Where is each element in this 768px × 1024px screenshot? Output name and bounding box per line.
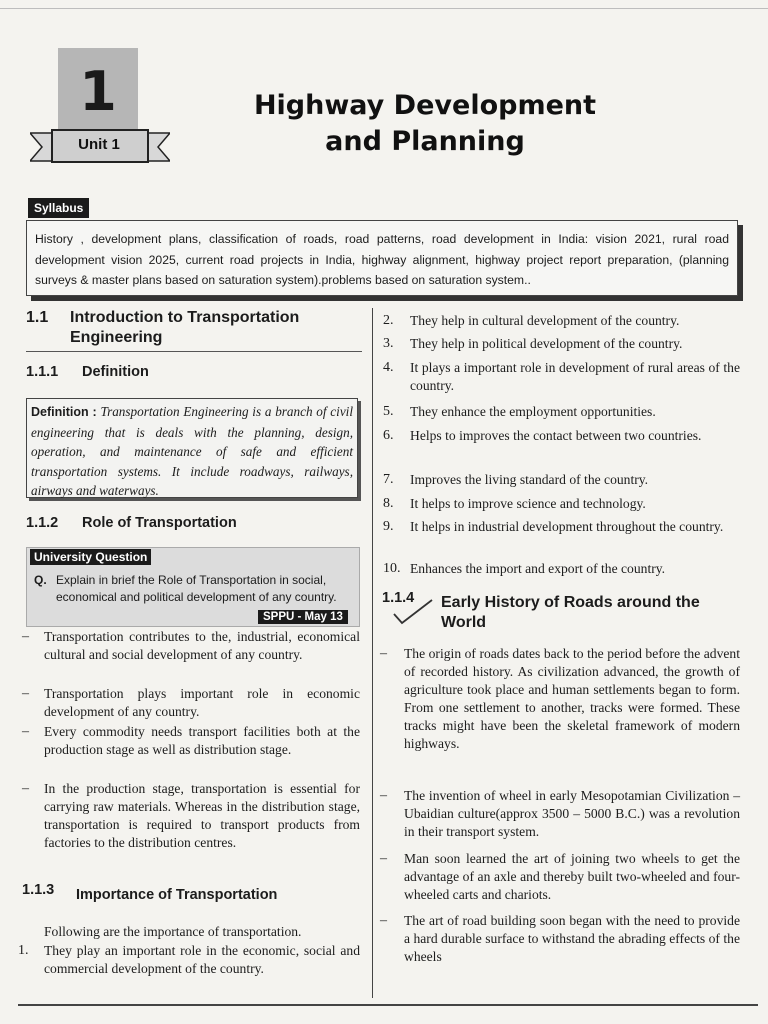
column-divider	[372, 308, 373, 998]
bullet-icon: –	[22, 629, 29, 644]
list-number: 7.	[383, 472, 394, 487]
syllabus-box	[26, 220, 738, 296]
bullet-icon: –	[380, 788, 387, 803]
question-marker: Q.	[34, 573, 47, 587]
syllabus-tab: Syllabus	[28, 198, 89, 218]
list-number: 5.	[383, 404, 394, 419]
section-1-1-title-line2: Engineering	[70, 329, 163, 346]
list-item: They help in political development of the country.	[410, 336, 683, 351]
list-number: 9.	[383, 519, 394, 534]
list-item: Improves the living standard of the country.	[410, 472, 649, 487]
section-1-1-number: 1.1	[26, 309, 49, 326]
list-item: It helps to improve science and technology.	[410, 496, 646, 511]
definition-box	[26, 398, 358, 498]
syllabus-text: History , development plans, classification of roads, road patterns, road development in India: vision 2021, rural road development vision 2025, current road projects in India, highway alignment, highway project report preparation, (planning surveys & master plans based on saturation system).problems based on saturation system..	[35, 232, 729, 287]
section-1-1-4-title-line2: World	[441, 614, 487, 631]
list-item: They enhance the employment opportunities.	[410, 404, 656, 419]
history-point: The art of road building soon began with the need to provide a hard durable surface to withstand the abrading effects of the wheels	[404, 913, 740, 964]
chapter-title-line2: and Planning	[325, 126, 525, 157]
importance-intro: Following are the importance of transportation.	[44, 924, 302, 939]
bullet-icon: –	[380, 851, 387, 866]
section-1-1-heading	[70, 308, 360, 348]
checkmark-icon	[392, 596, 436, 626]
list-item: Enhances the import and export of the country.	[410, 561, 666, 576]
history-point: The invention of wheel in early Mesopotamian Civilization –Ubaidian culture(approx 3500 – 5000 B.C.) was a revolution in their transport system.	[404, 788, 740, 839]
list-number: 6.	[383, 428, 394, 443]
definition-label: Definition :	[31, 405, 97, 419]
list-item: They help in cultural development of the country.	[410, 313, 680, 328]
exam-tag: SPPU - May 13	[258, 610, 348, 624]
section-1-1-3-number: 1.1.3	[22, 882, 55, 898]
section-1-1-title-line1: Introduction to Transportation	[70, 309, 300, 326]
list-number: 4.	[383, 360, 394, 375]
history-point: Man soon learned the art of joining two wheels to get the advantage of an axle and thereby built two-wheeled and four-wheeled carts and chariots.	[404, 851, 740, 902]
section-1-1-4-heading	[441, 593, 741, 633]
chapter-title-line1: Highway Development	[253, 90, 597, 121]
bullet-icon: –	[380, 913, 387, 928]
question	[34, 572, 354, 606]
section-rule	[26, 351, 362, 352]
list-item: Helps to improves the contact between two countries.	[410, 428, 702, 443]
list-item: It plays a important role in development of rural areas of the country.	[410, 360, 740, 393]
list-number: 1.	[18, 943, 29, 958]
list-item: It helps in industrial development throughout the country.	[410, 519, 724, 534]
section-1-1-1-title: Definition	[82, 364, 149, 380]
unit-label: Unit 1	[78, 136, 120, 153]
top-rule	[0, 8, 768, 9]
list-number: 10.	[383, 561, 401, 576]
bottom-rule	[18, 1004, 758, 1006]
list-number: 8.	[383, 496, 394, 511]
role-point: Every commodity needs transport facilities both at the production stage as well as distribution stage.	[44, 724, 360, 757]
section-1-1-1-number: 1.1.1	[26, 364, 59, 380]
role-point: Transportation plays important role in economic development of any country.	[44, 686, 360, 719]
university-question-tab: University Question	[30, 549, 151, 565]
section-1-1-4-title-line1: Early History of Roads around the	[441, 594, 700, 611]
bullet-icon: –	[22, 724, 29, 739]
section-1-1-3-title: Importance of Transportation	[76, 887, 278, 903]
unit-number: 1	[79, 60, 117, 123]
section-1-1-4-number: 1.1.4	[382, 590, 415, 606]
bullet-icon: –	[380, 646, 387, 661]
definition-text: Transportation Engineering is a branch of civil engineering that is deals with the planning, design, operation, and maintenance of safe and efficient transportation systems. It include roadways, railways, airways and waterways.	[31, 404, 354, 498]
history-point: The origin of roads dates back to the period before the advent of recorded history. As civilization advanced, the growth of agriculture took place and human settlements began to form. From one settlement to another, tracks were formed. These tracks might have been the skeletal framework of modern highways.	[404, 646, 740, 751]
list-number: 3.	[383, 336, 394, 351]
bullet-icon: –	[22, 686, 29, 701]
list-item: They play an important role in the economic, social and commercial development of the country.	[44, 943, 360, 976]
question-text: Explain in brief the Role of Transportation in social, economical and political development of any country.	[56, 573, 337, 604]
chapter-title	[185, 88, 665, 160]
role-point: In the production stage, transportation is essential for carrying raw materials. Whereas in the distribution stage, transportation is required to transport products from factories to the distribution centres.	[44, 781, 360, 850]
list-number: 2.	[383, 313, 394, 328]
section-1-1-2-title: Role of Transportation	[82, 515, 237, 531]
section-1-1-2-number: 1.1.2	[26, 515, 59, 531]
role-point: Transportation contributes to the, industrial, economical cultural and social development of any country.	[44, 629, 360, 662]
bullet-icon: –	[22, 781, 29, 796]
